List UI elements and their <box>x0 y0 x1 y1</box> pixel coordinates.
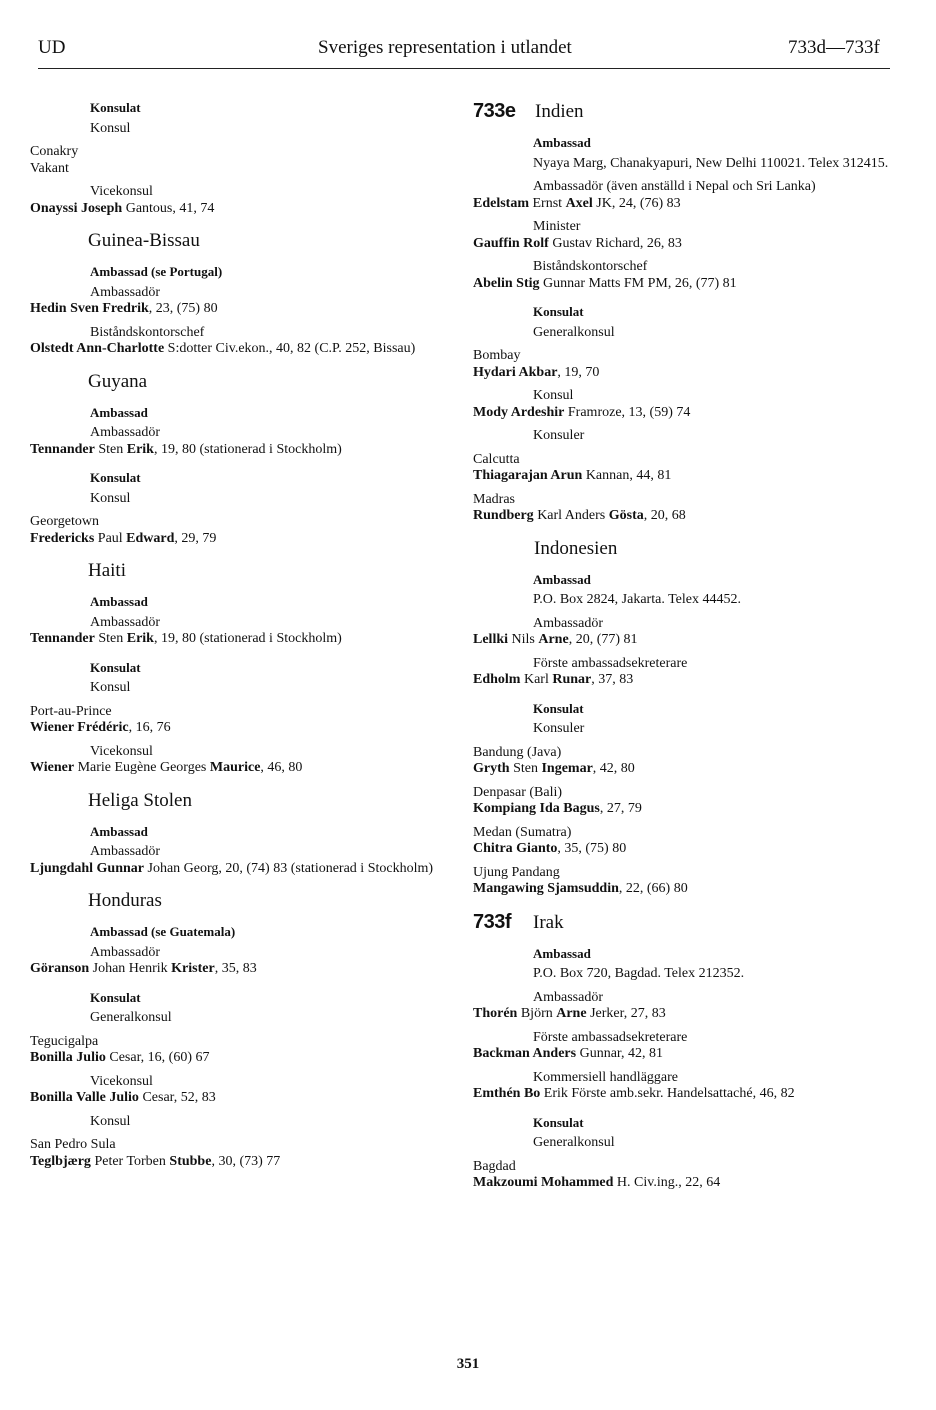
role: Generalkonsul <box>533 324 615 340</box>
section-label: Konsulat <box>533 700 584 716</box>
person-entry: Onayssi Joseph Gantous, 41, 74 <box>30 200 215 216</box>
person-entry: Abelin Stig Gunnar Matts FM PM, 26, (77) 81 <box>473 275 737 291</box>
city: Bagdad <box>473 1158 516 1174</box>
person-entry: Fredericks Paul Edward, 29, 79 <box>30 530 217 546</box>
role: Ambassadör <box>90 425 160 440</box>
country-title: Guyana <box>88 370 148 392</box>
role: Vicekonsul <box>90 1073 153 1089</box>
country-title: Haiti <box>88 560 126 581</box>
role: Generalkonsul <box>90 1010 172 1025</box>
section-label: Konsulat <box>533 1114 584 1130</box>
section-label: Ambassad <box>90 823 148 839</box>
vacancy: Vakant <box>30 160 69 176</box>
person-entry: Ljungdahl Gunnar Johan Georg, 20, (74) 83 (stationerad i Stockholm) <box>30 860 434 876</box>
section-label: Konsulat <box>90 470 141 485</box>
city: Denpasar (Bali) <box>473 784 563 800</box>
section-label: Ambassad (se Guatemala) <box>90 924 236 939</box>
role: Ambassadör <box>90 844 160 859</box>
address: P.O. Box 720, Bagdad. Telex 212352. <box>533 966 745 981</box>
person-entry: Chitra Gianto, 35, (75) 80 <box>473 841 627 856</box>
page-number: 351 <box>456 1356 480 1372</box>
person-entry: Makzoumi Mohammed H. Civ.ing., 22, 64 <box>473 1175 721 1190</box>
left-column <box>30 100 442 1170</box>
role: Konsul <box>90 680 131 695</box>
person-entry: Wiener Frédéric, 16, 76 <box>30 720 171 735</box>
section-label: Konsulat <box>533 304 584 319</box>
right-column <box>473 100 891 1192</box>
section-label: Ambassad <box>533 135 591 150</box>
section-label: Ambassad <box>533 571 591 587</box>
person-entry: Olstedt Ann-Charlotte S:dotter Civ.ekon., 40, 82 (C.P. 252, Bissau) <box>30 341 416 356</box>
city: Port-au-Prince <box>30 703 112 719</box>
role: Kommersiell handläggare <box>533 1069 679 1085</box>
city: Calcutta <box>473 451 520 467</box>
section-label: Ambassad (se Portugal) <box>90 264 223 279</box>
country-heading <box>473 911 891 934</box>
role: Ambassadör (även anställd i Nepal och Sri Lanka) <box>533 179 816 194</box>
person-entry: Gauffin Rolf Gustav Richard, 26, 83 <box>473 235 682 251</box>
city: Georgetown <box>30 514 99 529</box>
role: Biståndskontorschef <box>90 324 205 340</box>
section-label: Ambassad <box>533 945 591 961</box>
role: Konsuler <box>533 428 585 443</box>
role: Ambassadör <box>533 989 603 1005</box>
person-entry: Göranson Johan Henrik Krister, 35, 83 <box>30 961 257 976</box>
country-title: Indonesien <box>534 537 618 559</box>
person-entry: Edholm Karl Runar, 37, 83 <box>473 672 634 687</box>
city: Conakry <box>30 144 79 159</box>
role: Ambassadör <box>90 614 160 630</box>
country-title: Honduras <box>88 890 162 911</box>
role: Vicekonsul <box>90 743 153 759</box>
header-rule <box>38 68 890 69</box>
person-entry: Hydari Akbar, 19, 70 <box>473 364 600 380</box>
header-right: 733d—733f <box>788 37 880 58</box>
role: Konsul <box>90 490 131 506</box>
city: Medan (Sumatra) <box>473 824 572 840</box>
role: Minister <box>533 219 581 234</box>
header-title: Sveriges representation i utlandet <box>318 37 572 58</box>
section-label: Ambassad <box>90 404 148 420</box>
person-entry: Emthén Bo Erik Förste amb.sekr. Handelsattaché, 46, 82 <box>473 1086 795 1101</box>
person-entry: Mody Ardeshir Framroze, 13, (59) 74 <box>473 404 691 420</box>
address: P.O. Box 2824, Jakarta. Telex 44452. <box>533 592 741 607</box>
person-entry: Tennander Sten Erik, 19, 80 (stationerad i Stockholm) <box>30 631 342 646</box>
city: Ujung Pandang <box>473 864 560 880</box>
country-title: Indien <box>535 101 584 122</box>
country-title: Irak <box>533 911 564 933</box>
role: Generalkonsul <box>533 1135 615 1150</box>
city: Bandung (Java) <box>473 744 562 760</box>
role: Konsul <box>533 388 574 403</box>
role: Konsul <box>90 120 131 136</box>
city: Madras <box>473 491 515 507</box>
person-entry: Kompiang Ida Bagus, 27, 79 <box>473 801 642 816</box>
person-entry: Bonilla Julio Cesar, 16, (60) 67 <box>30 1050 210 1065</box>
role: Ambassadör <box>90 284 160 300</box>
person-entry: Bonilla Valle Julio Cesar, 52, 83 <box>30 1090 216 1105</box>
person-entry: Mangawing Sjamsuddin, 22, (66) 80 <box>473 881 688 896</box>
person-entry: Thiagarajan Arun Kannan, 44, 81 <box>473 468 672 483</box>
role: Förste ambassadsekreterare <box>533 655 688 671</box>
city: San Pedro Sula <box>30 1137 116 1152</box>
person-entry: Thorén Björn Arne Jerker, 27, 83 <box>473 1006 666 1021</box>
person-entry: Tennander Sten Erik, 19, 80 (stationerad i Stockholm) <box>30 441 342 457</box>
role: Vicekonsul <box>90 184 153 199</box>
section-label: Konsulat <box>90 100 141 115</box>
person-entry: Backman Anders Gunnar, 42, 81 <box>473 1046 664 1061</box>
section-label: Konsulat <box>90 989 141 1005</box>
city: Tegucigalpa <box>30 1033 99 1049</box>
person-entry: Lellki Nils Arne, 20, (77) 81 <box>473 632 638 647</box>
section-number: 733f <box>473 910 512 933</box>
role: Konsuler <box>533 721 585 736</box>
person-entry: Rundberg Karl Anders Gösta, 20, 68 <box>473 508 686 523</box>
city: Bombay <box>473 348 521 363</box>
person-entry: Edelstam Ernst Axel JK, 24, (76) 83 <box>473 195 681 211</box>
address: Nyaya Marg, Chanakyapuri, New Delhi 110021. Telex 312415. <box>533 155 889 171</box>
person-entry: Wiener Marie Eugène Georges Maurice, 46, 80 <box>30 760 303 775</box>
country-title: Heliga Stolen <box>88 789 192 811</box>
role: Förste ambassadsekreterare <box>533 1029 688 1045</box>
person-entry: Gryth Sten Ingemar, 42, 80 <box>473 761 635 776</box>
person-entry: Hedin Sven Fredrik, 23, (75) 80 <box>30 301 218 316</box>
section-label: Konsulat <box>90 659 141 675</box>
header-left: UD <box>38 37 66 58</box>
role: Biståndskontorschef <box>533 259 648 274</box>
role: Konsul <box>90 1113 131 1129</box>
country-title: Guinea-Bissau <box>88 230 200 251</box>
role: Ambassadör <box>90 944 160 960</box>
section-number: 733e <box>473 100 516 122</box>
person-entry: Teglbjærg Peter Torben Stubbe, 30, (73) 77 <box>30 1153 281 1169</box>
section-label: Ambassad <box>90 594 148 609</box>
role: Ambassadör <box>533 615 603 631</box>
country-heading <box>473 100 891 123</box>
